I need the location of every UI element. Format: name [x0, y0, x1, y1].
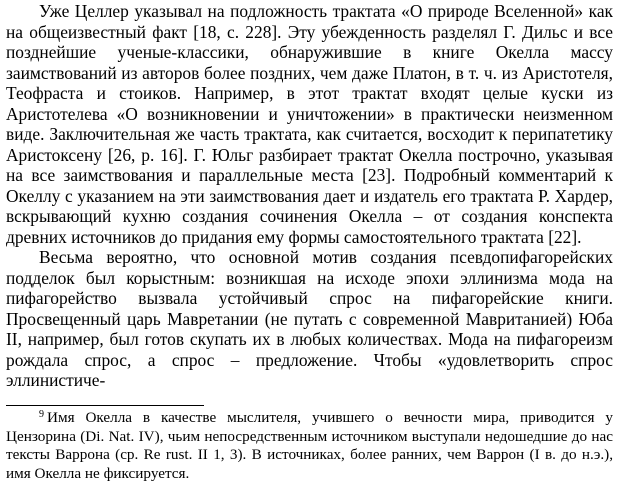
body-paragraph: Весьма вероятно, что основной мотив создания псевдопифагорейских подделок был корыстным: возникшая на исходе эпохи эллинизма мода на пифагорейство вызвала устойчивый спрос на пифагорейские книги. Просвещенный царь Мавретании (не путать с современной Мавританией) Юба II, например, был готов скупать их в любых количествах. Мода на пифагореизм рождала спрос, а спрос – предложение. Чтобы «удовлетворить спрос эллинистиче- [6, 247, 613, 390]
footnote-marker: 9 [39, 409, 44, 420]
footnote-text: Имя Окелла в качестве мыслителя, учившего о вечности мира, приводится у Цензорина (Di. Nat. IV), чьим непосредственным источником выступали недошедшие до нас тексты Варрона (ср. Re rust. II 1, 3). В источниках, более ранних, чем Варрон (I в. до н.э.), имя Окелла не фиксируется. [6, 409, 613, 482]
body-paragraph: Уже Целлер указывал на подложность трактата «О природе Вселенной» как на общеизвестный факт [18, с. 228]. Эту убежденность разделял Г. Дильс и все позднейшие ученые-классики, обнаружившие в книге Окелла массу заимствований из авторов более поздних, чем даже Платон, в т. ч. из Аристотеля, Теофраста и стоиков. Например, в этот трактат входят целые куски из Аристотелева «О возникновении и уничтожении» в практически неизменном виде. Заключительная же часть трактата, как считается, восходит к перипатетику Аристоксену [26, p. 16]. Г. Юльг разбирает трактат Окелла построчно, указывая на все заимствования и параллельные места [23]. Подробный комментарий к Океллу с указанием на эти заимствования дает и издатель его трактата Р. Хардер, вскрывающий кухню создания сочинения Окелла – от создания конспекта древних источников до придания ему формы самостоятельного трактата [22]. [6, 1, 613, 247]
footnote-separator [6, 405, 204, 406]
footnote [6, 409, 613, 483]
document-page [6, 0, 613, 391]
